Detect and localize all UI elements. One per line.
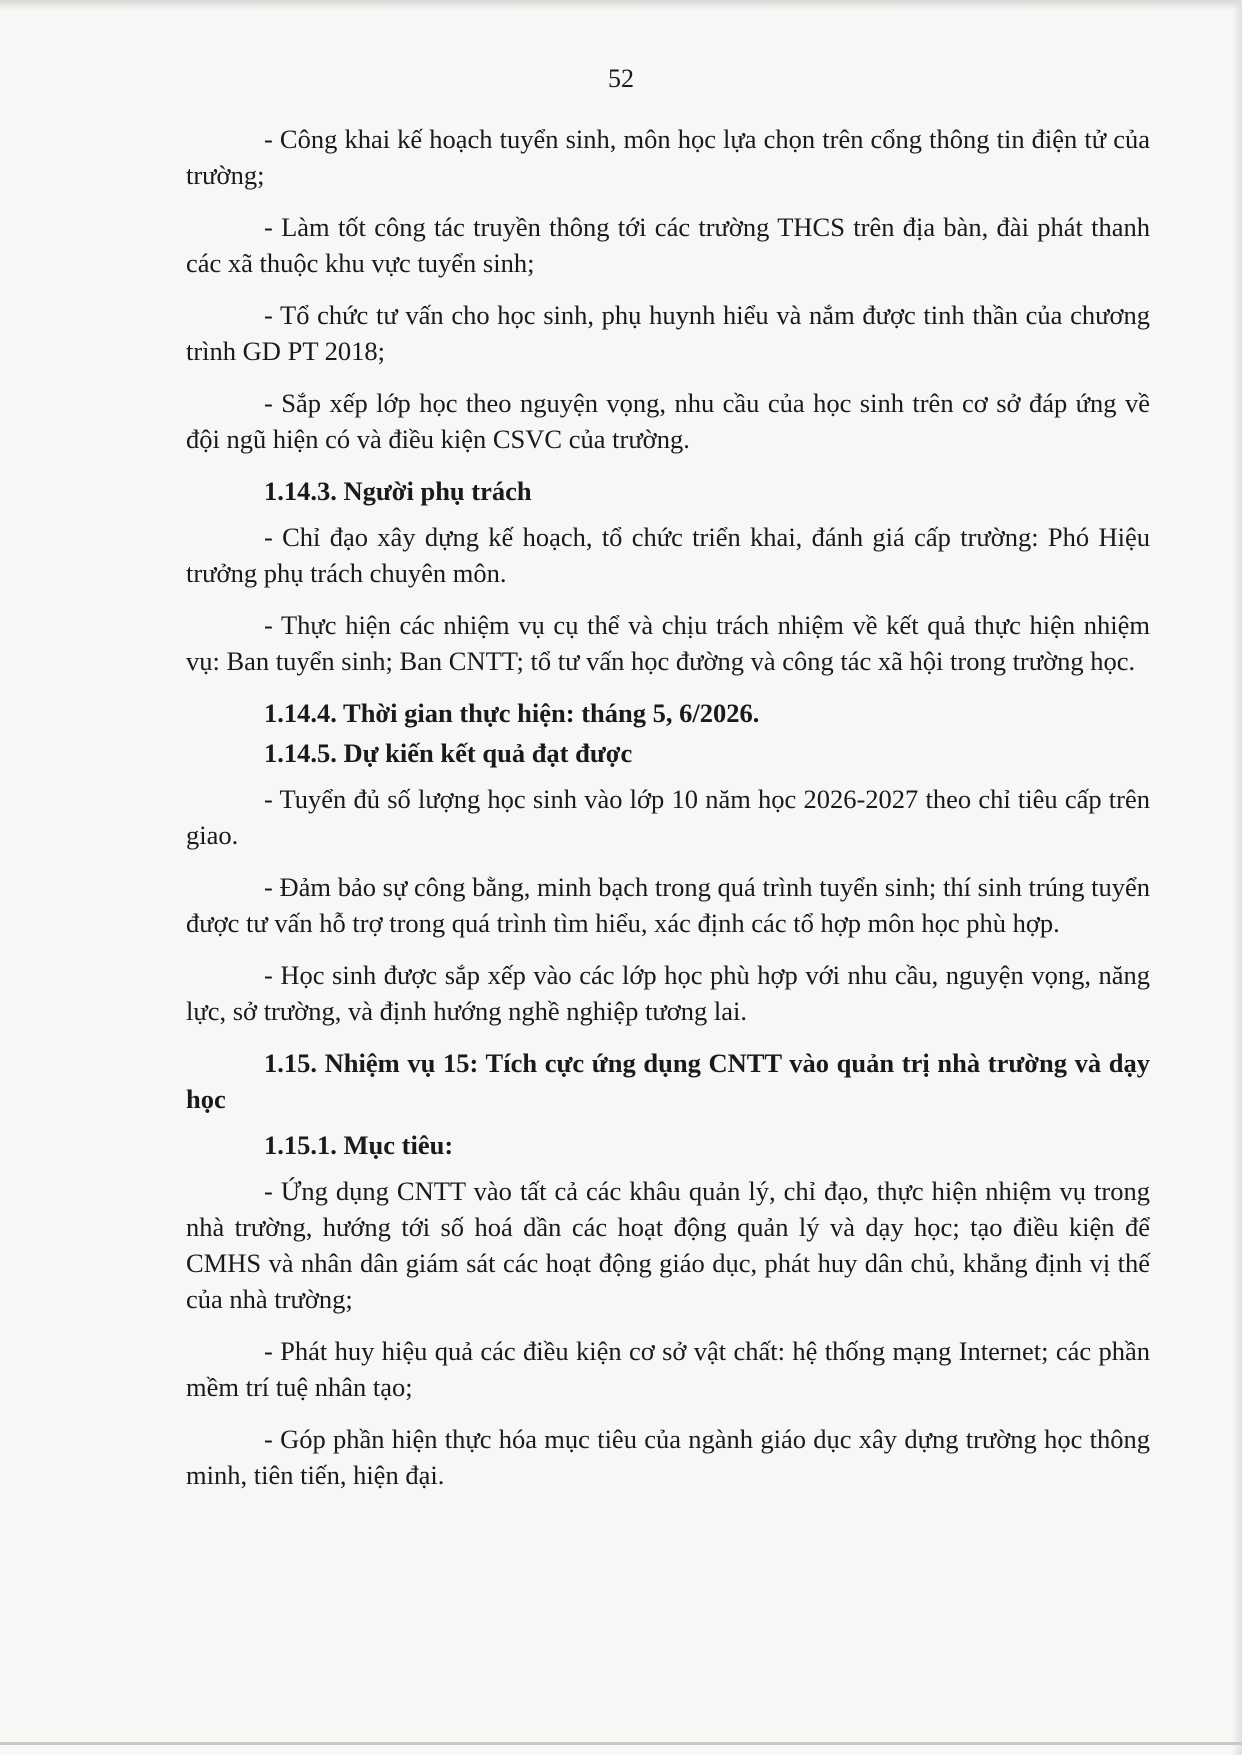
- scan-edge-right: [1232, 0, 1242, 1755]
- section-heading: 1.14.4. Thời gian thực hiện: tháng 5, 6/2026.: [264, 698, 760, 728]
- section-heading: 1.15. Nhiệm vụ 15: Tích cực ứng dụng CNTT vào quản trị nhà trường và dạy học: [186, 1048, 1150, 1114]
- paragraph: - Làm tốt công tác truyền thông tới các trường THCS trên địa bàn, đài phát thanh các xã thuộc khu vực tuyển sinh;: [186, 212, 1150, 278]
- section-heading: 1.15.1. Mục tiêu:: [264, 1130, 454, 1160]
- paragraph: - Góp phần hiện thực hóa mục tiêu của ngành giáo dục xây dựng trường học thông minh, tiên tiến, hiện đại.: [186, 1424, 1150, 1490]
- paragraph: - Tuyển đủ số lượng học sinh vào lớp 10 năm học 2026-2027 theo chỉ tiêu cấp trên giao.: [186, 784, 1150, 850]
- paragraph: - Chỉ đạo xây dựng kế hoạch, tổ chức triển khai, đánh giá cấp trường: Phó Hiệu trưởng phụ trách chuyên môn.: [186, 522, 1150, 588]
- paragraph: - Ứng dụng CNTT vào tất cả các khâu quản lý, chỉ đạo, thực hiện nhiệm vụ trong nhà trường, hướng tới số hoá dần các hoạt động quản lý và dạy học; tạo điều kiện để CMHS và nhân dân giám sát các hoạt động giáo dục, phát huy dân chủ, khẳng định vị thế của nhà trường;: [186, 1176, 1150, 1314]
- section-heading: 1.14.5. Dự kiến kết quả đạt được: [264, 738, 633, 768]
- paragraph: - Tổ chức tư vấn cho học sinh, phụ huynh hiểu và nắm được tinh thần của chương trình GD PT 2018;: [186, 300, 1150, 366]
- paragraph: - Đảm bảo sự công bằng, minh bạch trong quá trình tuyển sinh; thí sinh trúng tuyển được tư vấn hỗ trợ trong quá trình tìm hiểu, xác định các tổ hợp môn học phù hợp.: [186, 872, 1150, 938]
- paragraph: - Thực hiện các nhiệm vụ cụ thể và chịu trách nhiệm về kết quả thực hiện nhiệm vụ: Ban tuyển sinh; Ban CNTT; tổ tư vấn học đường và công tác xã hội trong trường học.: [186, 610, 1150, 676]
- paragraph: - Công khai kế hoạch tuyển sinh, môn học lựa chọn trên cổng thông tin điện tử của trường;: [186, 124, 1150, 190]
- section-heading: 1.14.3. Người phụ trách: [264, 476, 532, 506]
- paragraph: - Phát huy hiệu quả các điều kiện cơ sở vật chất: hệ thống mạng Internet; các phần mềm trí tuệ nhân tạo;: [186, 1336, 1150, 1402]
- scan-edge-bottom: [0, 1742, 1242, 1745]
- paragraph: - Sắp xếp lớp học theo nguyện vọng, nhu cầu của học sinh trên cơ sở đáp ứng về đội ngũ hiện có và điều kiện CSVC của trường.: [186, 388, 1150, 454]
- document-body: [186, 121, 1150, 1509]
- scan-edge-top: [0, 0, 1242, 10]
- page-number: 52: [608, 64, 634, 93]
- paragraph: - Học sinh được sắp xếp vào các lớp học phù hợp với nhu cầu, nguyện vọng, năng lực, sở trường, và định hướng nghề nghiệp tương lai.: [186, 960, 1150, 1026]
